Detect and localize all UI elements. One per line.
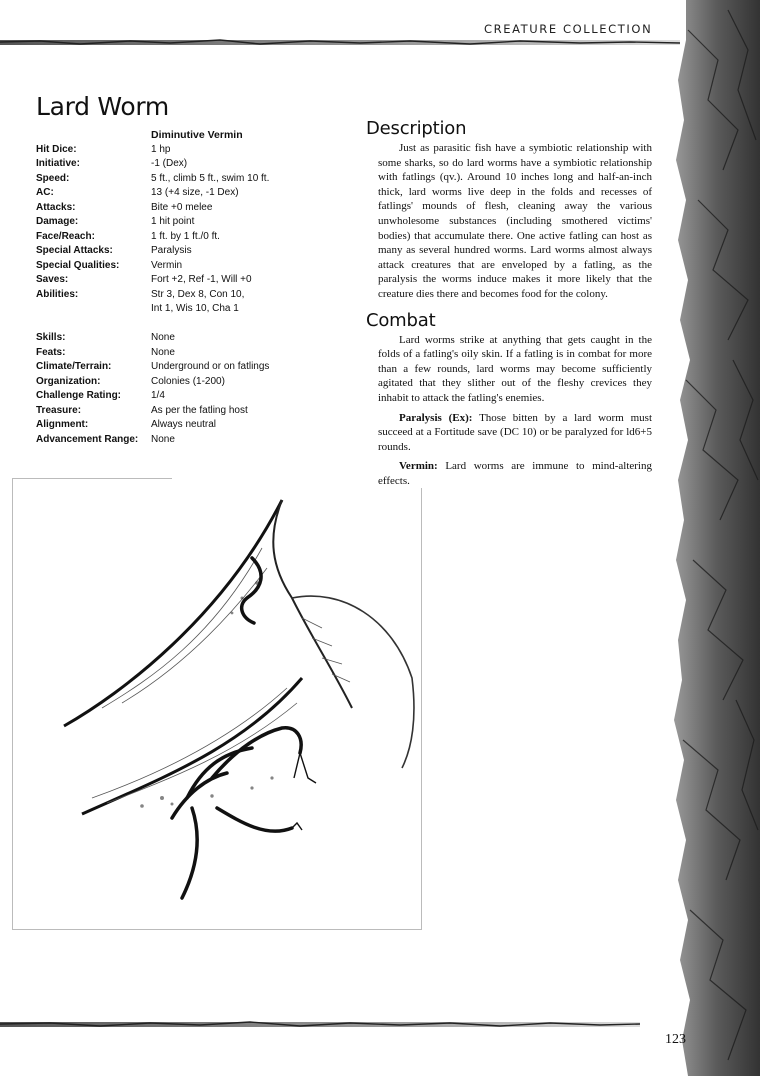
combat-heading: Combat [366, 309, 436, 331]
lard-worm-illustration [12, 478, 422, 930]
stat-row [36, 360, 269, 375]
stat-row [36, 186, 269, 201]
paralysis-text: Those bitten by a lard worm must succeed at a Fortitude save (DC 10) or be paralyzed for ld6+5 rounds. [378, 411, 652, 453]
stat-value: 5 ft., climb 5 ft., swim 10 ft. [151, 172, 270, 184]
cracked-stone-border [668, 0, 760, 1076]
stat-label: Special Qualities: [36, 259, 120, 271]
stat-value: 1 hp [151, 143, 171, 155]
stat-value: 13 (+4 size, -1 Dex) [151, 187, 239, 198]
stat-row [36, 317, 269, 332]
stat-label: Damage: [36, 216, 79, 227]
stat-block [36, 128, 269, 447]
creature-name: Lard Worm [36, 92, 169, 121]
stat-rows [36, 143, 269, 448]
stat-label: Initiative: [36, 158, 80, 169]
stat-value: None [151, 332, 175, 343]
stat-label: Challenge Rating: [36, 390, 122, 401]
stat-label: Climate/Terrain: [36, 361, 112, 372]
vermin-text: Lard worms are immune to mind-altering effects. [378, 460, 652, 487]
stat-label: Hit Dice: [36, 143, 77, 155]
stat-value: Fort +2, Ref -1, Will +0 [151, 274, 252, 285]
stat-row [36, 244, 269, 259]
stat-value: Underground or on fatlings [151, 361, 270, 372]
stat-label: Feats: [36, 346, 66, 358]
stat-value: None [151, 433, 175, 445]
paralysis-label: Paralysis (Ex): [399, 411, 473, 424]
stat-row [36, 215, 269, 230]
stat-label [36, 317, 151, 332]
stat-label: Saves: [36, 274, 69, 285]
vermin-entry [378, 459, 652, 488]
page-number: 123 [665, 1032, 686, 1047]
vermin-label: Vermin: [399, 460, 438, 473]
stat-label: Alignment: [36, 419, 89, 430]
stat-row [36, 433, 269, 448]
paralysis-entry [378, 411, 652, 455]
stat-row [36, 389, 269, 404]
stat-label: Treasure: [36, 404, 82, 416]
stat-value: -1 (Dex) [151, 158, 188, 169]
stat-row [36, 172, 269, 187]
stat-row [36, 302, 269, 317]
stat-row [36, 273, 269, 288]
stat-value: 1 ft. by 1 ft./0 ft. [151, 230, 220, 242]
header-rule [0, 38, 680, 47]
stat-row [36, 259, 269, 274]
stat-row [36, 230, 269, 245]
stat-row [36, 143, 269, 158]
stat-value: None [151, 346, 175, 358]
stat-value: Bite +0 melee [151, 201, 213, 213]
stat-label: Organization: [36, 375, 101, 387]
description-text: Just as parasitic fish have a symbiotic relationship with some sharks, so do lard worms have a symbiotic relationship with fatlings (qv.). Around 10 inches long and half-an-inch thick, lard worms live deep in the folds and recesses of fatlings' mounds of flesh, cleaning away the various unwholesome substances (including smothered victims' bodies) that accumulate there. One active fatling can host as many as several hundred worms. Lard worms almost always attack creatures that are enveloped by a fatling, as the paralysis the worms induce makes it more likely that the creature dies there and becomes food for the colony. [378, 142, 652, 300]
stat-value: 1/4 [151, 390, 165, 401]
stat-value: Colonies (1-200) [151, 375, 225, 387]
stat-value: Int 1, Wis 10, Cha 1 [151, 303, 239, 314]
stat-row [36, 331, 269, 346]
combat-intro: Lard worms strike at anything that gets caught in the folds of a fatling's oily skin. If a fatling is in combat for more than a few rounds, lard worms may become sufficiently agitated that they slither out of the fleshy crevices they inhabit to attack the fatling's enemies. [378, 333, 652, 404]
stat-row [36, 288, 269, 303]
stat-label: Skills: [36, 332, 66, 343]
stat-value: Always neutral [151, 419, 217, 430]
stat-label [36, 302, 151, 317]
stat-value: Paralysis [151, 245, 192, 256]
stat-row [36, 157, 269, 172]
description-heading: Description [366, 118, 467, 139]
stat-row [36, 404, 269, 419]
text-column [366, 118, 652, 493]
stat-value: Vermin [151, 259, 183, 271]
running-header-title: CREATURE COLLECTION [484, 22, 653, 36]
stat-label: Attacks: [36, 201, 76, 213]
stat-label: Special Attacks: [36, 245, 113, 256]
stat-row [36, 201, 269, 216]
stat-row [36, 346, 269, 361]
stat-row [36, 375, 269, 390]
footer-rule [0, 1020, 640, 1029]
stat-value: 1 hit point [151, 216, 195, 227]
stat-label: Abilities: [36, 288, 79, 300]
stat-label: AC: [36, 187, 54, 198]
stat-label: Advancement Range: [36, 433, 139, 445]
stat-label: Speed: [36, 172, 70, 184]
creature-type: Diminutive Vermin [151, 129, 243, 141]
stat-value: Str 3, Dex 8, Con 10, [151, 288, 245, 300]
stat-label: Face/Reach: [36, 230, 95, 242]
stat-value: As per the fatling host [151, 404, 248, 416]
stat-row [36, 418, 269, 433]
